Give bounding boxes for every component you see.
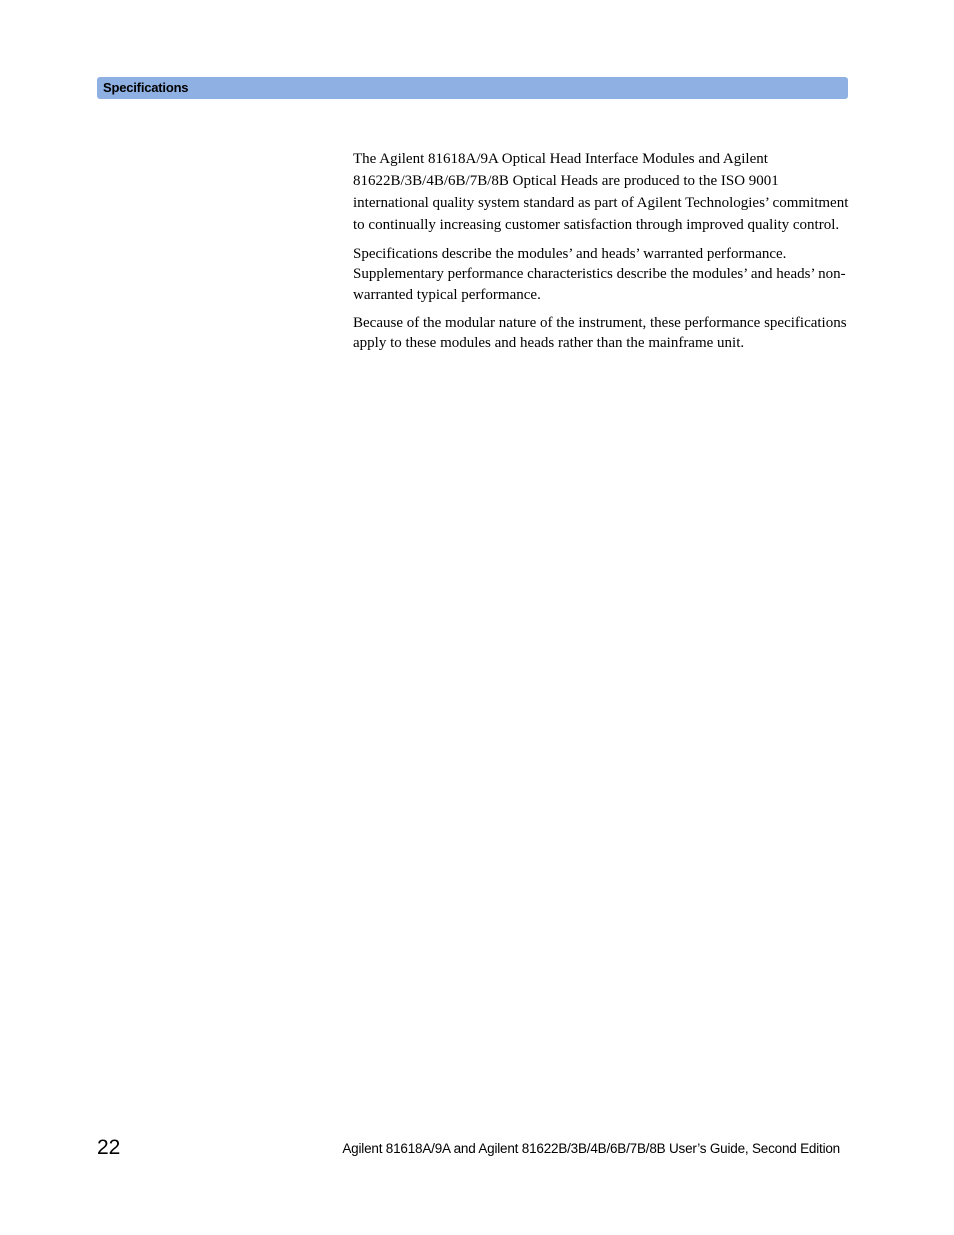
paragraph-intro: The Agilent 81618A/9A Optical Head Interface Modules and Agilent 81622B/3B/4B/6B/7B/8B Optical Heads are produced to the ISO 9001 international quality system standard as part of Agilent Technologies’ commitment to continually increasing customer satisfaction through improved quality control.: [353, 151, 849, 233]
footer-document-title: Agilent 81618A/9A and Agilent 81622B/3B/4B/6B/7B/8B User’s Guide, Second Edition: [342, 1141, 840, 1156]
paragraph-specifications: Specifications describe the modules’ and heads’ warranted performance. Supplementary performance characteristics describe the modules’ and heads’ non-warranted typical performance.: [353, 246, 846, 303]
section-title: Specifications: [103, 80, 189, 95]
paragraph-modular-nature: Because of the modular nature of the instrument, these performance specifications apply to these modules and heads rather than the mainframe unit.: [353, 314, 847, 352]
body-text: [353, 148, 849, 361]
page-number: 22: [97, 1136, 121, 1159]
section-header-bar: [97, 77, 848, 99]
